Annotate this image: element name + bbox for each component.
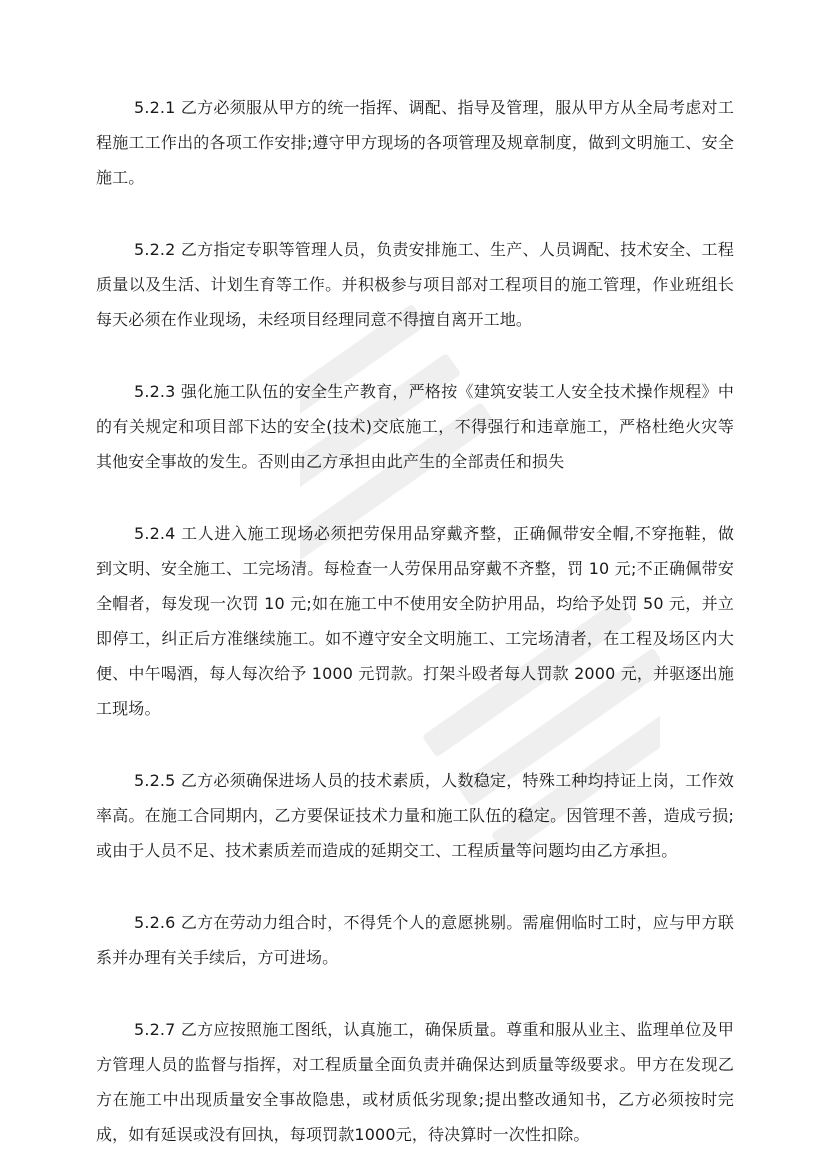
clause-number: 5.2.1 <box>134 98 176 117</box>
clause-text: 乙方必须服从甲方的统一指挥、调配、指导及管理，服从甲方从全局考虑对工程施工工作出的各项工作安排;遵守甲方现场的各项管理及规章制度，做到文明施工、安全施工。 <box>96 98 734 187</box>
clause-text: 乙方在劳动力组合时，不得凭个人的意愿挑剔。需雇佣临时工时，应与甲方联系并办理有关手续后，方可进场。 <box>96 913 734 967</box>
clause-number: 5.2.7 <box>134 1020 176 1039</box>
clause-5-2-6 <box>96 905 734 975</box>
clause-text: 乙方应按照施工图纸，认真施工，确保质量。尊重和服从业主、监理单位及甲方管理人员的监督与指挥，对工程质量全面负责并确保达到质量等级要求。甲方在发现乙方在施工中出现质量安全事故隐患，或材质低劣现象;提出整改通知书，乙方必须按时完成，如有延误或没有回执，每项罚款1000元，待决算时一次性扣除。 <box>96 1020 734 1144</box>
clause-5-2-4 <box>96 516 734 726</box>
clause-text: 乙方指定专职等管理人员，负责安排施工、生产、人员调配、技术安全、工程质量以及生活、计划生育等工作。并积极参与项目部对工程项目的施工管理，作业班组长每天必须在作业现场，未经项目经理同意不得擅自离开工地。 <box>96 240 734 329</box>
clause-5-2-1 <box>96 90 734 195</box>
clause-number: 5.2.3 <box>134 382 176 401</box>
clause-text: 强化施工队伍的安全生产教育，严格按《建筑安装工人安全技术操作规程》中的有关规定和项目部下达的安全(技术)交底施工，不得强行和违章施工，严格杜绝火灾等其他安全事故的发生。否则由乙方承担由此产生的全部责任和损失 <box>96 382 734 471</box>
clause-text: 乙方必须确保进场人员的技术素质，人数稳定，特殊工种均持证上岗，工作效率高。在施工合同期内，乙方要保证技术力量和施工队伍的稳定。因管理不善，造成亏损;或由于人员不足、技术素质差而造成的延期交工、工程质量等问题均由乙方承担。 <box>96 771 734 860</box>
clause-number: 5.2.2 <box>134 240 176 259</box>
clause-5-2-3 <box>96 374 734 479</box>
clause-5-2-5 <box>96 763 734 868</box>
clause-number: 5.2.4 <box>134 524 176 543</box>
clause-number: 5.2.5 <box>134 771 176 790</box>
clause-number: 5.2.6 <box>134 913 176 932</box>
clause-text: 工人进入施工现场必须把劳保用品穿戴齐整，正确佩带安全帽,不穿拖鞋，做到文明、安全施工、工完场清。每检查一人劳保用品穿戴不齐整，罚 10 元;不正确佩带安全帽者，每发现一次罚 10 元;如在施工中不使用安全防护用品，均给予处罚 50 元，并立即停工，纠正后方准继续施工。如不遵守安全文明施工、工完场清者，在工程及场区内大便、中午喝酒，每人每次给予 1000 元罚款。打架斗殴者每人罚款 2000 元，并驱逐出施工现场。 <box>96 524 734 718</box>
clause-5-2-7 <box>96 1012 734 1152</box>
clause-5-2-2 <box>96 232 734 337</box>
